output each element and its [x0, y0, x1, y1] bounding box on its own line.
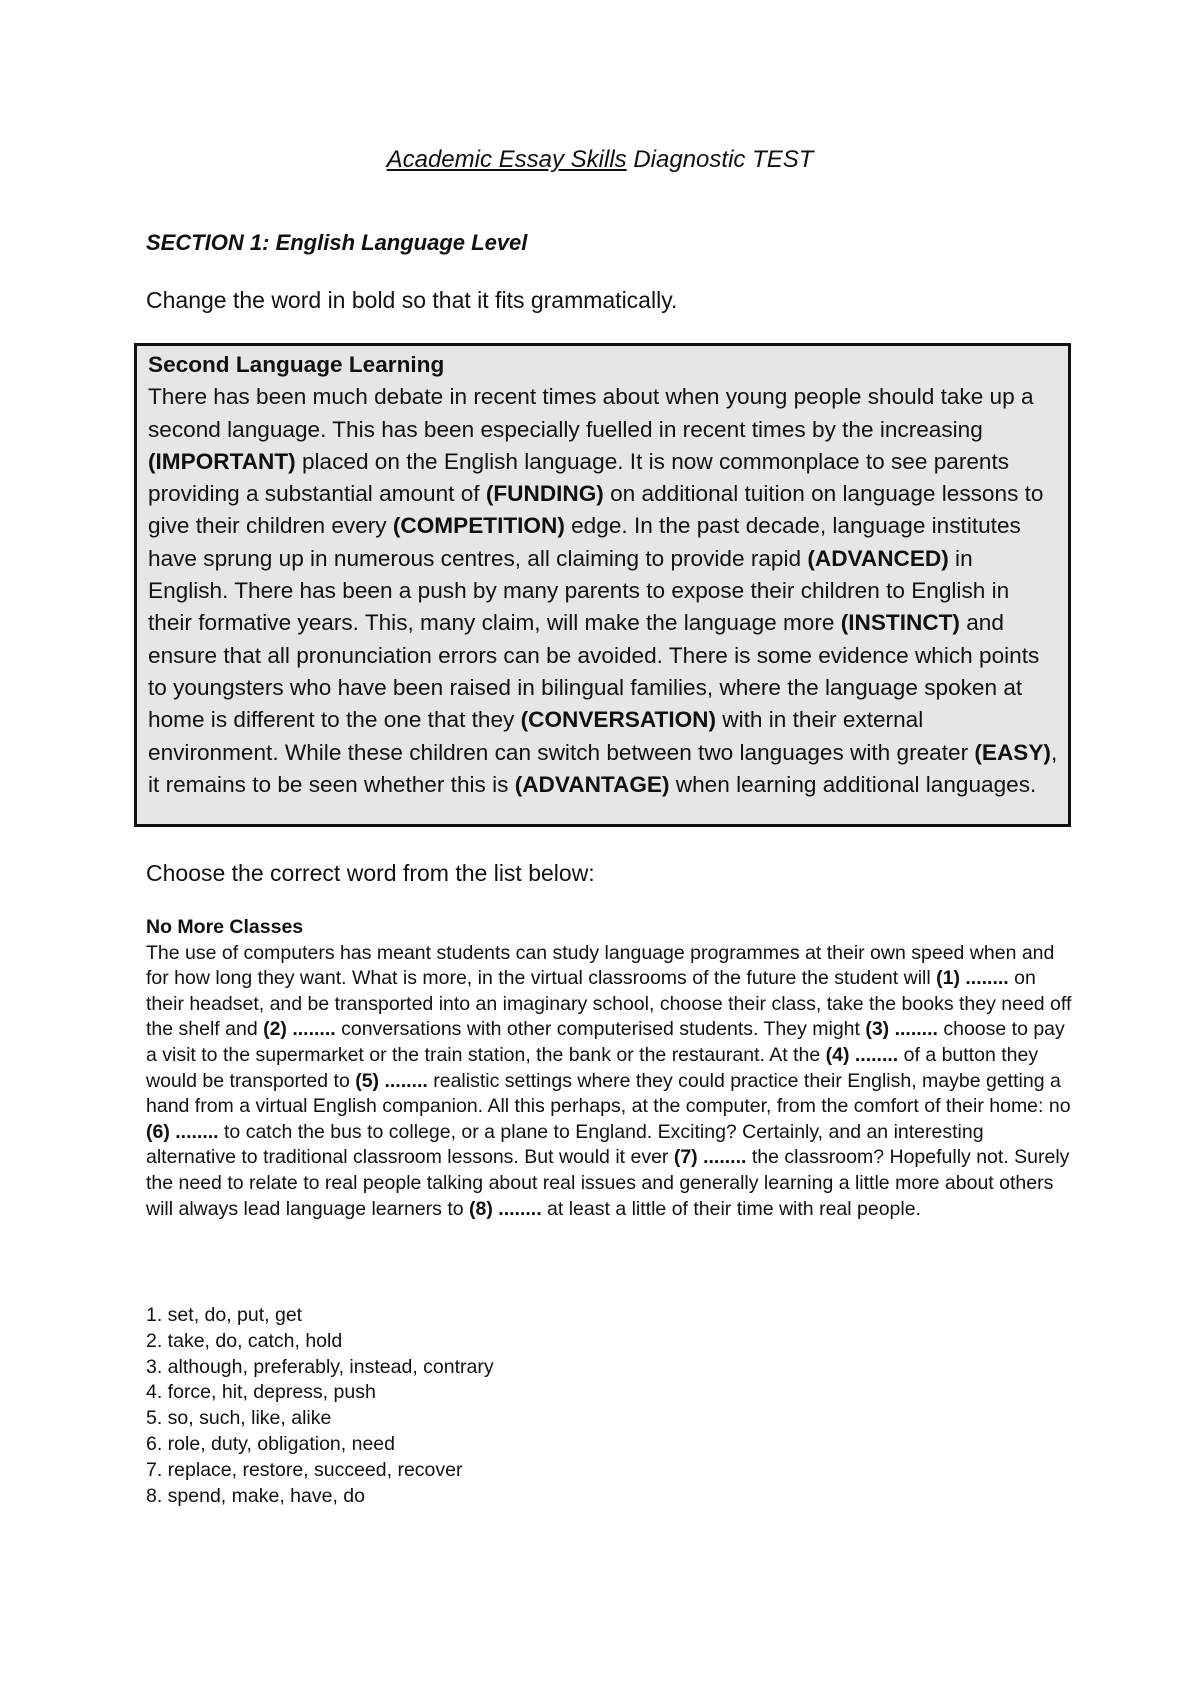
box-text-segment: There has been much debate in recent times about when young people should take up a second language. This has been especially fuelled in recent times by the increasing [148, 384, 1034, 442]
exercise-box [134, 343, 1071, 827]
gap-marker: (3) ........ [865, 1018, 938, 1041]
answer-option: 3. although, preferably, instead, contrary [146, 1355, 494, 1378]
box-text [148, 381, 1058, 801]
answer-option: 8. spend, make, have, do [146, 1484, 365, 1507]
passage-text-segment: the classroom? Hopefully not. Surely the need to relate to real people talking about real issues and generally learning a little more about others will always lead language learners to [146, 1146, 1070, 1220]
passage-text-segment: realistic settings where they could practice their English, maybe getting a hand from a virtual English companion. All this perhaps, at the computer, from the comfort of their home: no [146, 1069, 1071, 1118]
box-text-segment: on additional tuition on language lessons to give their children every [148, 481, 1044, 539]
answer-option: 6. role, duty, obligation, need [146, 1432, 395, 1455]
answer-option: 2. take, do, catch, hold [146, 1329, 343, 1352]
box-text-segment: edge. In the past decade, language institutes have sprung up in numerous centres, all claiming to provide rapid [148, 513, 1021, 571]
bold-target-word: (INSTINCT) [840, 610, 960, 636]
passage-text-segment: at least a little of their time with real people. [541, 1197, 921, 1220]
title-second-part: Diagnostic TEST [633, 146, 814, 173]
bold-target-word: (IMPORTANT) [148, 448, 296, 474]
box-text-segment: placed on the English language. It is now commonplace to see parents providing a substantial amount of [148, 448, 1010, 507]
bold-target-word: (CONVERSATION) [520, 707, 717, 733]
choose-instruction: Choose the correct word from the list below: [146, 860, 595, 886]
instruction-text: Change the word in bold so that it fits grammatically. [146, 287, 678, 313]
answer-option: 1. set, do, put, get [146, 1304, 303, 1326]
gap-marker: (2) ........ [263, 1018, 336, 1041]
section-heading: SECTION 1: English Language Level [146, 230, 528, 255]
passage-text-segment: of a button they would be transported to [146, 1043, 1039, 1092]
gap-marker: (7) ........ [673, 1146, 747, 1169]
bold-target-word: (COMPETITION) [392, 513, 565, 539]
gap-marker: (4) ........ [825, 1043, 899, 1066]
title-underlined-part: Academic Essay Skills [386, 146, 627, 173]
bold-target-word: (ADVANCED) [807, 545, 949, 571]
gap-marker: (8) ........ [469, 1197, 542, 1220]
passage-text [146, 941, 1076, 1223]
document-title [0, 146, 1200, 174]
cloze-passage [146, 915, 1076, 1222]
answer-option: 4. force, hit, depress, push [146, 1381, 376, 1404]
box-text-segment: , it remains to be seen whether this is [148, 739, 1058, 797]
passage-text-segment: choose to pay a visit to the supermarket or the train station, the bank or the restaurant. At the [146, 1018, 1065, 1066]
passage-text-segment: on their headset, and be transported into an imaginary school, choose their class, take the books they need off the shelf and [146, 967, 1072, 1041]
passage-text-segment: The use of computers has meant students can study language programmes at their own speed when and for how long they want. What is more, in the virtual classrooms of the future the student will [146, 941, 1055, 990]
box-text-segment: when learning additional languages. [669, 771, 1037, 797]
passage-text-segment: conversations with other computerised students. They might [335, 1018, 866, 1041]
box-title: Second Language Learning [148, 352, 445, 377]
answer-option: 5. so, such, like, alike [146, 1407, 332, 1430]
box-text-segment: with in their external environment. While these children can switch between two languages with greater [148, 707, 975, 765]
answer-option: 7. replace, restore, succeed, recover [146, 1458, 463, 1481]
gap-marker: (1) ........ [936, 967, 1009, 990]
passage-title: No More Classes [146, 916, 304, 938]
bold-target-word: (ADVANTAGE) [514, 771, 670, 797]
gap-marker: (6) ........ [146, 1120, 219, 1143]
box-text-segment: and ensure that all pronunciation errors can be avoided. There is some evidence which points to youngsters who have been raised in bilingual families, where the language spoken at home is different to the one that they [148, 610, 1040, 733]
bold-target-word: (FUNDING) [485, 481, 604, 507]
bold-target-word: (EASY) [974, 739, 1051, 765]
passage-text-segment: to catch the bus to college, or a plane to England. Exciting? Certainly, and an interesting alternative to traditional classroom lessons. But would it ever [146, 1120, 984, 1169]
box-text-segment: in English. There has been a push by many parents to expose their children to English in their formative years. This, many claim, will make the language more [148, 545, 1010, 636]
gap-marker: (5) ........ [355, 1069, 428, 1092]
answer-options-list [146, 1303, 494, 1509]
